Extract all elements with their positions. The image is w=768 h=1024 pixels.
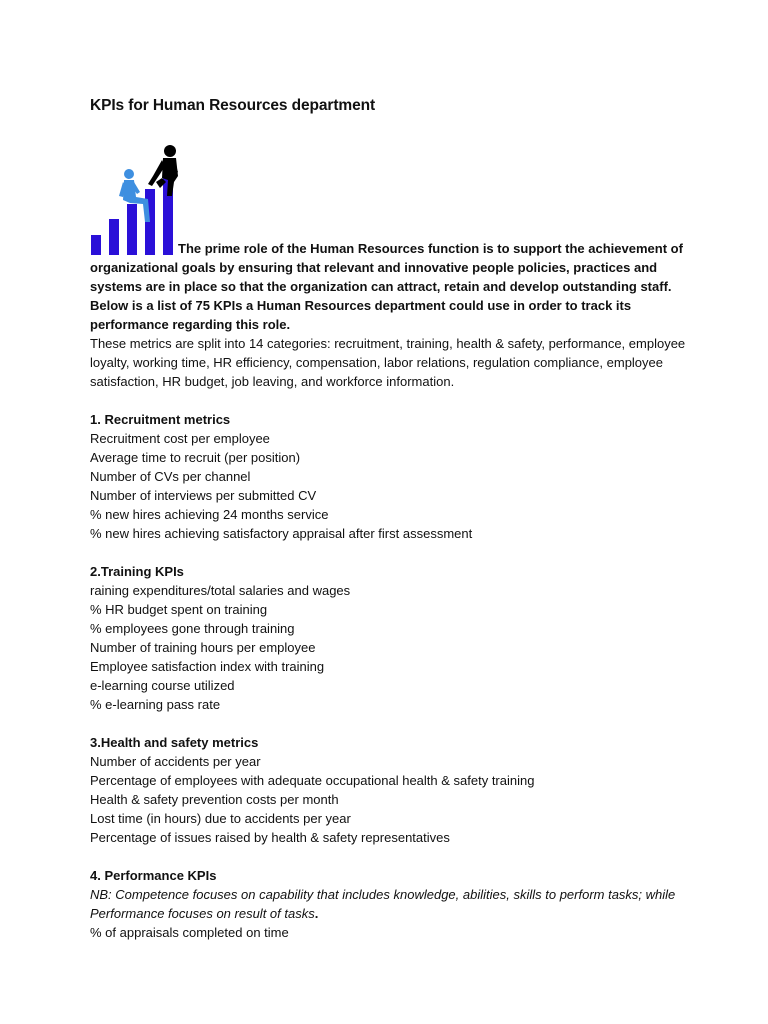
section-health-safety <box>90 733 690 847</box>
list-item: Percentage of issues raised by health & safety representatives <box>90 830 450 845</box>
categories-paragraph: These metrics are split into 14 categories: recruitment, training, health & safety, performance, employee loyalty, working time, HR efficiency, compensation, labor relations, regulation compliance, employee satisfaction, HR budget, job leaving, and workforce information. <box>90 336 686 389</box>
list-item: % new hires achieving satisfactory appraisal after first assessment <box>90 526 473 541</box>
document-title: KPIs for Human Resources department <box>90 97 376 114</box>
list-item: Lost time (in hours) due to accidents per year <box>90 811 351 826</box>
intro-block <box>90 142 690 391</box>
section-heading: 1. Recruitment metrics <box>90 412 231 427</box>
list-item: Number of accidents per year <box>90 754 261 769</box>
section-heading: 3.Health and safety metrics <box>90 735 259 750</box>
list-item: Average time to recruit (per position) <box>90 450 301 465</box>
section-heading: 4. Performance KPIs <box>90 868 217 883</box>
list-item: % HR budget spent on training <box>90 602 268 617</box>
list-item: Health & safety prevention costs per month <box>90 792 339 807</box>
note-end: . <box>314 906 319 921</box>
list-item: raining expenditures/total salaries and wages <box>90 583 351 598</box>
section-recruitment <box>90 410 690 543</box>
list-item: % e-learning pass rate <box>90 697 221 712</box>
intro-paragraph <box>90 239 690 334</box>
list-item: % employees gone through training <box>90 621 295 636</box>
list-item: % new hires achieving 24 months service <box>90 507 329 522</box>
note-body: NB: Competence focuses on capability that includes knowledge, abilities, skills to perform tasks; while Performance focuses on result of tasks <box>90 887 676 921</box>
section-heading: 2.Training KPIs <box>90 564 184 579</box>
section-performance <box>90 866 690 942</box>
intro-bold-text: The prime role of the Human Resources function is to support the achievement of organizational goals by ensuring that relevant and innovative people policies, practices and systems are in place so that the organization can attract, retain and develop outstanding staff. Below is a list of 75 KPIs a Human Resources department could use in order to track its performance regarding this role. <box>90 241 683 332</box>
list-item: Number of interviews per submitted CV <box>90 488 317 503</box>
list-item: % of appraisals completed on time <box>90 925 289 940</box>
list-item: e-learning course utilized <box>90 678 235 693</box>
document-page <box>90 96 690 942</box>
people-climbing-bar-chart-icon <box>90 142 178 258</box>
metric-list <box>90 581 690 714</box>
list-item: Number of CVs per channel <box>90 469 251 484</box>
section-training <box>90 562 690 714</box>
metric-list <box>90 752 690 847</box>
list-item: Number of training hours per employee <box>90 640 316 655</box>
metric-list <box>90 923 690 942</box>
list-item: Recruitment cost per employee <box>90 431 270 446</box>
list-item: Percentage of employees with adequate occupational health & safety training <box>90 773 535 788</box>
metric-list <box>90 429 690 543</box>
list-item: Employee satisfaction index with training <box>90 659 325 674</box>
note-text <box>90 885 690 923</box>
